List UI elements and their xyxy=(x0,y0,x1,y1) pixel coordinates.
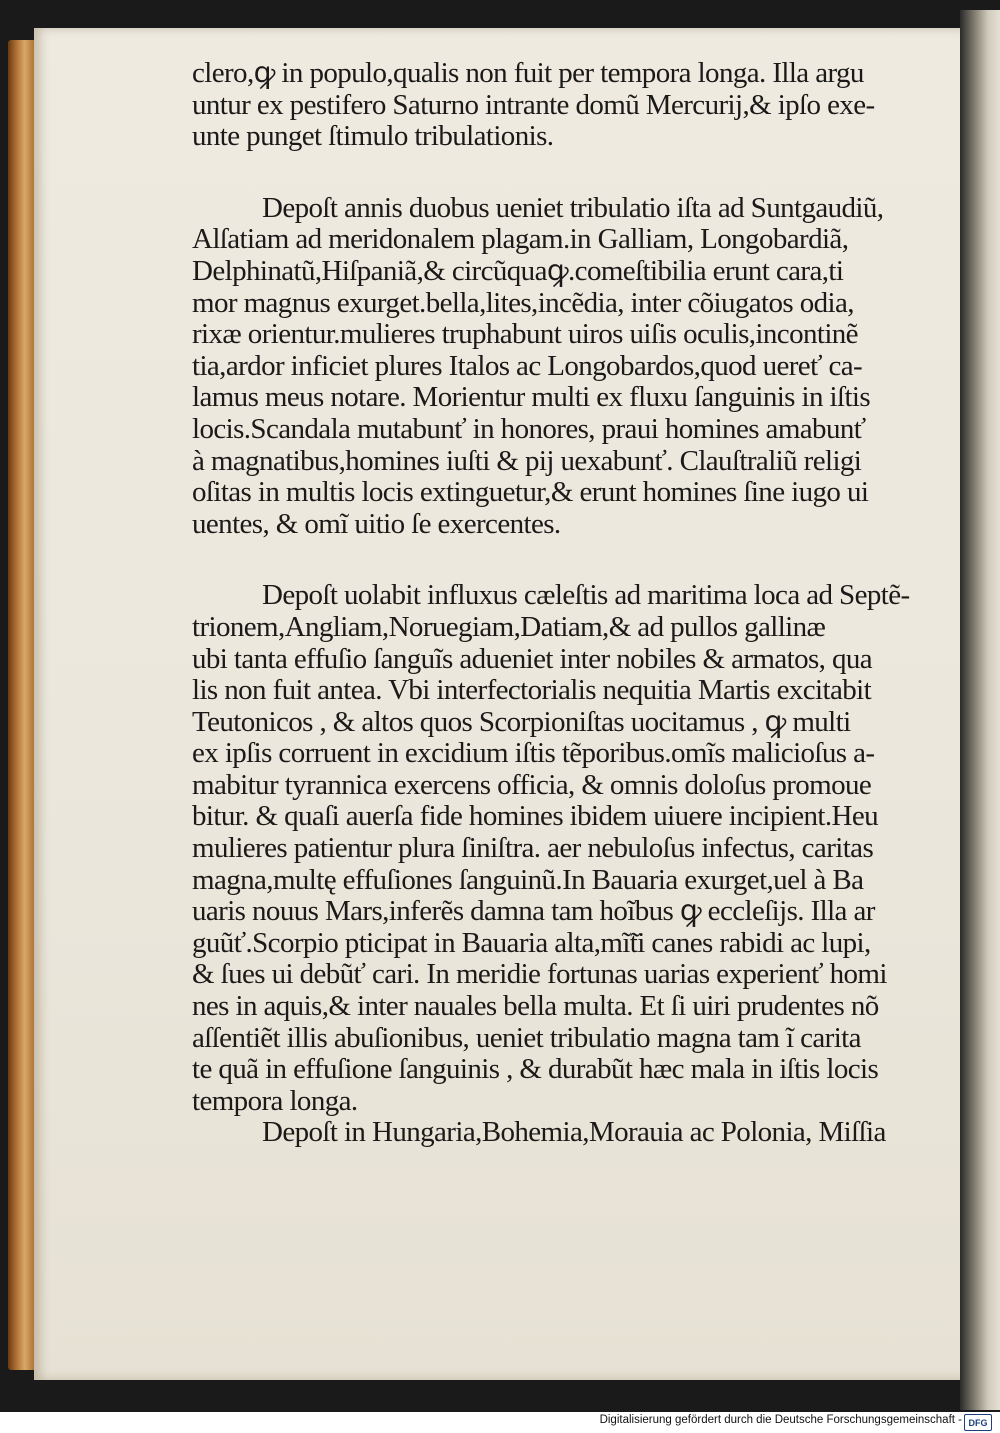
paragraph-2 xyxy=(192,193,962,541)
page-text xyxy=(192,58,962,1149)
text-line: Depoſt annis duobus ueniet tribulatio iſta ad Suntgaudiũ, xyxy=(262,191,884,224)
text-line: Depoſt in Hungaria,Bohemia,Morauia ac Polonia, Miſſia xyxy=(262,1116,886,1149)
dfg-logo-icon: DFG xyxy=(964,1414,992,1431)
text-line: untur ex pestifero Saturno intrante domũ Mercurij,& ipſo exe- xyxy=(192,88,875,121)
text-line: guũť.Scorpio pticipat in Bauaria alta,mĩ̃ti canes rabidi ac lupi, xyxy=(192,926,871,959)
text-line: lamus meus notare. Morientur multi ex fluxu ſanguinis in iſtis xyxy=(192,381,871,414)
funding-credit: Digitalisierung gefördert durch die Deutsche Forschungsgemeinschaft - xyxy=(599,1414,962,1426)
text-line: mabitur tyrannica exercens officia, & omnis doloſus promoue xyxy=(192,768,872,801)
text-line: Alſatiam ad meridonalem plagam.in Galliam, Longobardiã, xyxy=(192,223,849,256)
text-line: clero,ꝙ in populo,qualis non fuit per tempora longa. Illa argu xyxy=(192,57,864,89)
text-line: aſſentiẽt illis abuſionibus, ueniet tribulatio magna tam ĩ carita xyxy=(192,1021,861,1054)
text-line: & ſues ui debũť cari. In meridie fortunas uarias experienť homi xyxy=(192,958,887,991)
paragraph-1 xyxy=(192,58,962,153)
text-line: rixæ orientur.mulieres truphabunt uiros uiſis oculis,incontinẽ xyxy=(192,318,858,351)
text-line: lis non fuit antea. Vbi interfectorialis nequitia Martis excitabit xyxy=(192,674,872,707)
text-line: mor magnus exurget.bella,lites,incẽdia, inter cõiugatos odia, xyxy=(192,286,854,319)
paragraph-gap xyxy=(192,540,962,580)
text-line: ex ipſis corruent in excidium iſtis tẽporibus.omĩs malicioſus a- xyxy=(192,737,875,770)
paragraph-4 xyxy=(192,1117,962,1149)
text-line: te quã in effuſione ſanguinis , & durabũt hæc mala in iſtis locis xyxy=(192,1053,879,1086)
text-line: oſitas in multis locis extinguetur,& erunt homines ſine iugo ui xyxy=(192,476,869,509)
text-line: tempora longa. xyxy=(192,1084,358,1117)
text-line: uaris nouus Mars,inferẽs damna tam hoĩbus ꝙ eccleſijs. Illa ar xyxy=(192,895,875,928)
paragraph-gap xyxy=(192,153,962,193)
text-line: tia,ardor inficiet plures Italos ac Longobardos,quod uereť ca- xyxy=(192,349,863,382)
text-line: magna,multę effuſiones ſanguinũ.In Bauaria exurget,uel à Ba xyxy=(192,863,864,896)
text-line: nes in aquis,& inter nauales bella multa. Et ſi uiri prudentes nõ xyxy=(192,990,879,1023)
text-line: Depoſt uolabit influxus cæleſtis ad maritima loca ad Septẽ- xyxy=(262,579,910,612)
paragraph-3 xyxy=(192,580,962,1117)
text-line: locis.Scandala mutabunť in honores, praui homines amabunť xyxy=(192,412,866,445)
text-line: à magnatibus,homines iuſti & pij uexabunť. Clauſtraliũ religi xyxy=(192,444,862,477)
text-line: Delphinatũ,Hiſpaniã,& circũquaꝙ.comeſtibilia erunt cara,ti xyxy=(192,254,844,287)
text-line: trionem,Angliam,Noruegiam,Datiam,& ad pullos gallinæ xyxy=(192,610,826,643)
book-page-edges xyxy=(8,40,36,1370)
text-line: bitur. & quaſi auerſa fide homines ibidem uiuere incipient.Heu xyxy=(192,800,878,833)
digitization-footer xyxy=(0,1412,1000,1433)
text-line: uentes, & omĩ uitio ſe exercentes. xyxy=(192,507,561,540)
text-line: unte punget ſtimulo tribulationis. xyxy=(192,120,554,153)
book-binding-edge xyxy=(960,10,1000,1410)
text-line: mulieres patientur plura ſiniſtra. aer nebuloſus infectus, caritas xyxy=(192,832,874,865)
text-line: ubi tanta effuſio ſanguĩs adueniet inter nobiles & armatos, qua xyxy=(192,642,873,675)
text-line: Teutonicos , & altos quos Scorpioniſtas uocitamus , ꝙ multi xyxy=(192,705,851,738)
